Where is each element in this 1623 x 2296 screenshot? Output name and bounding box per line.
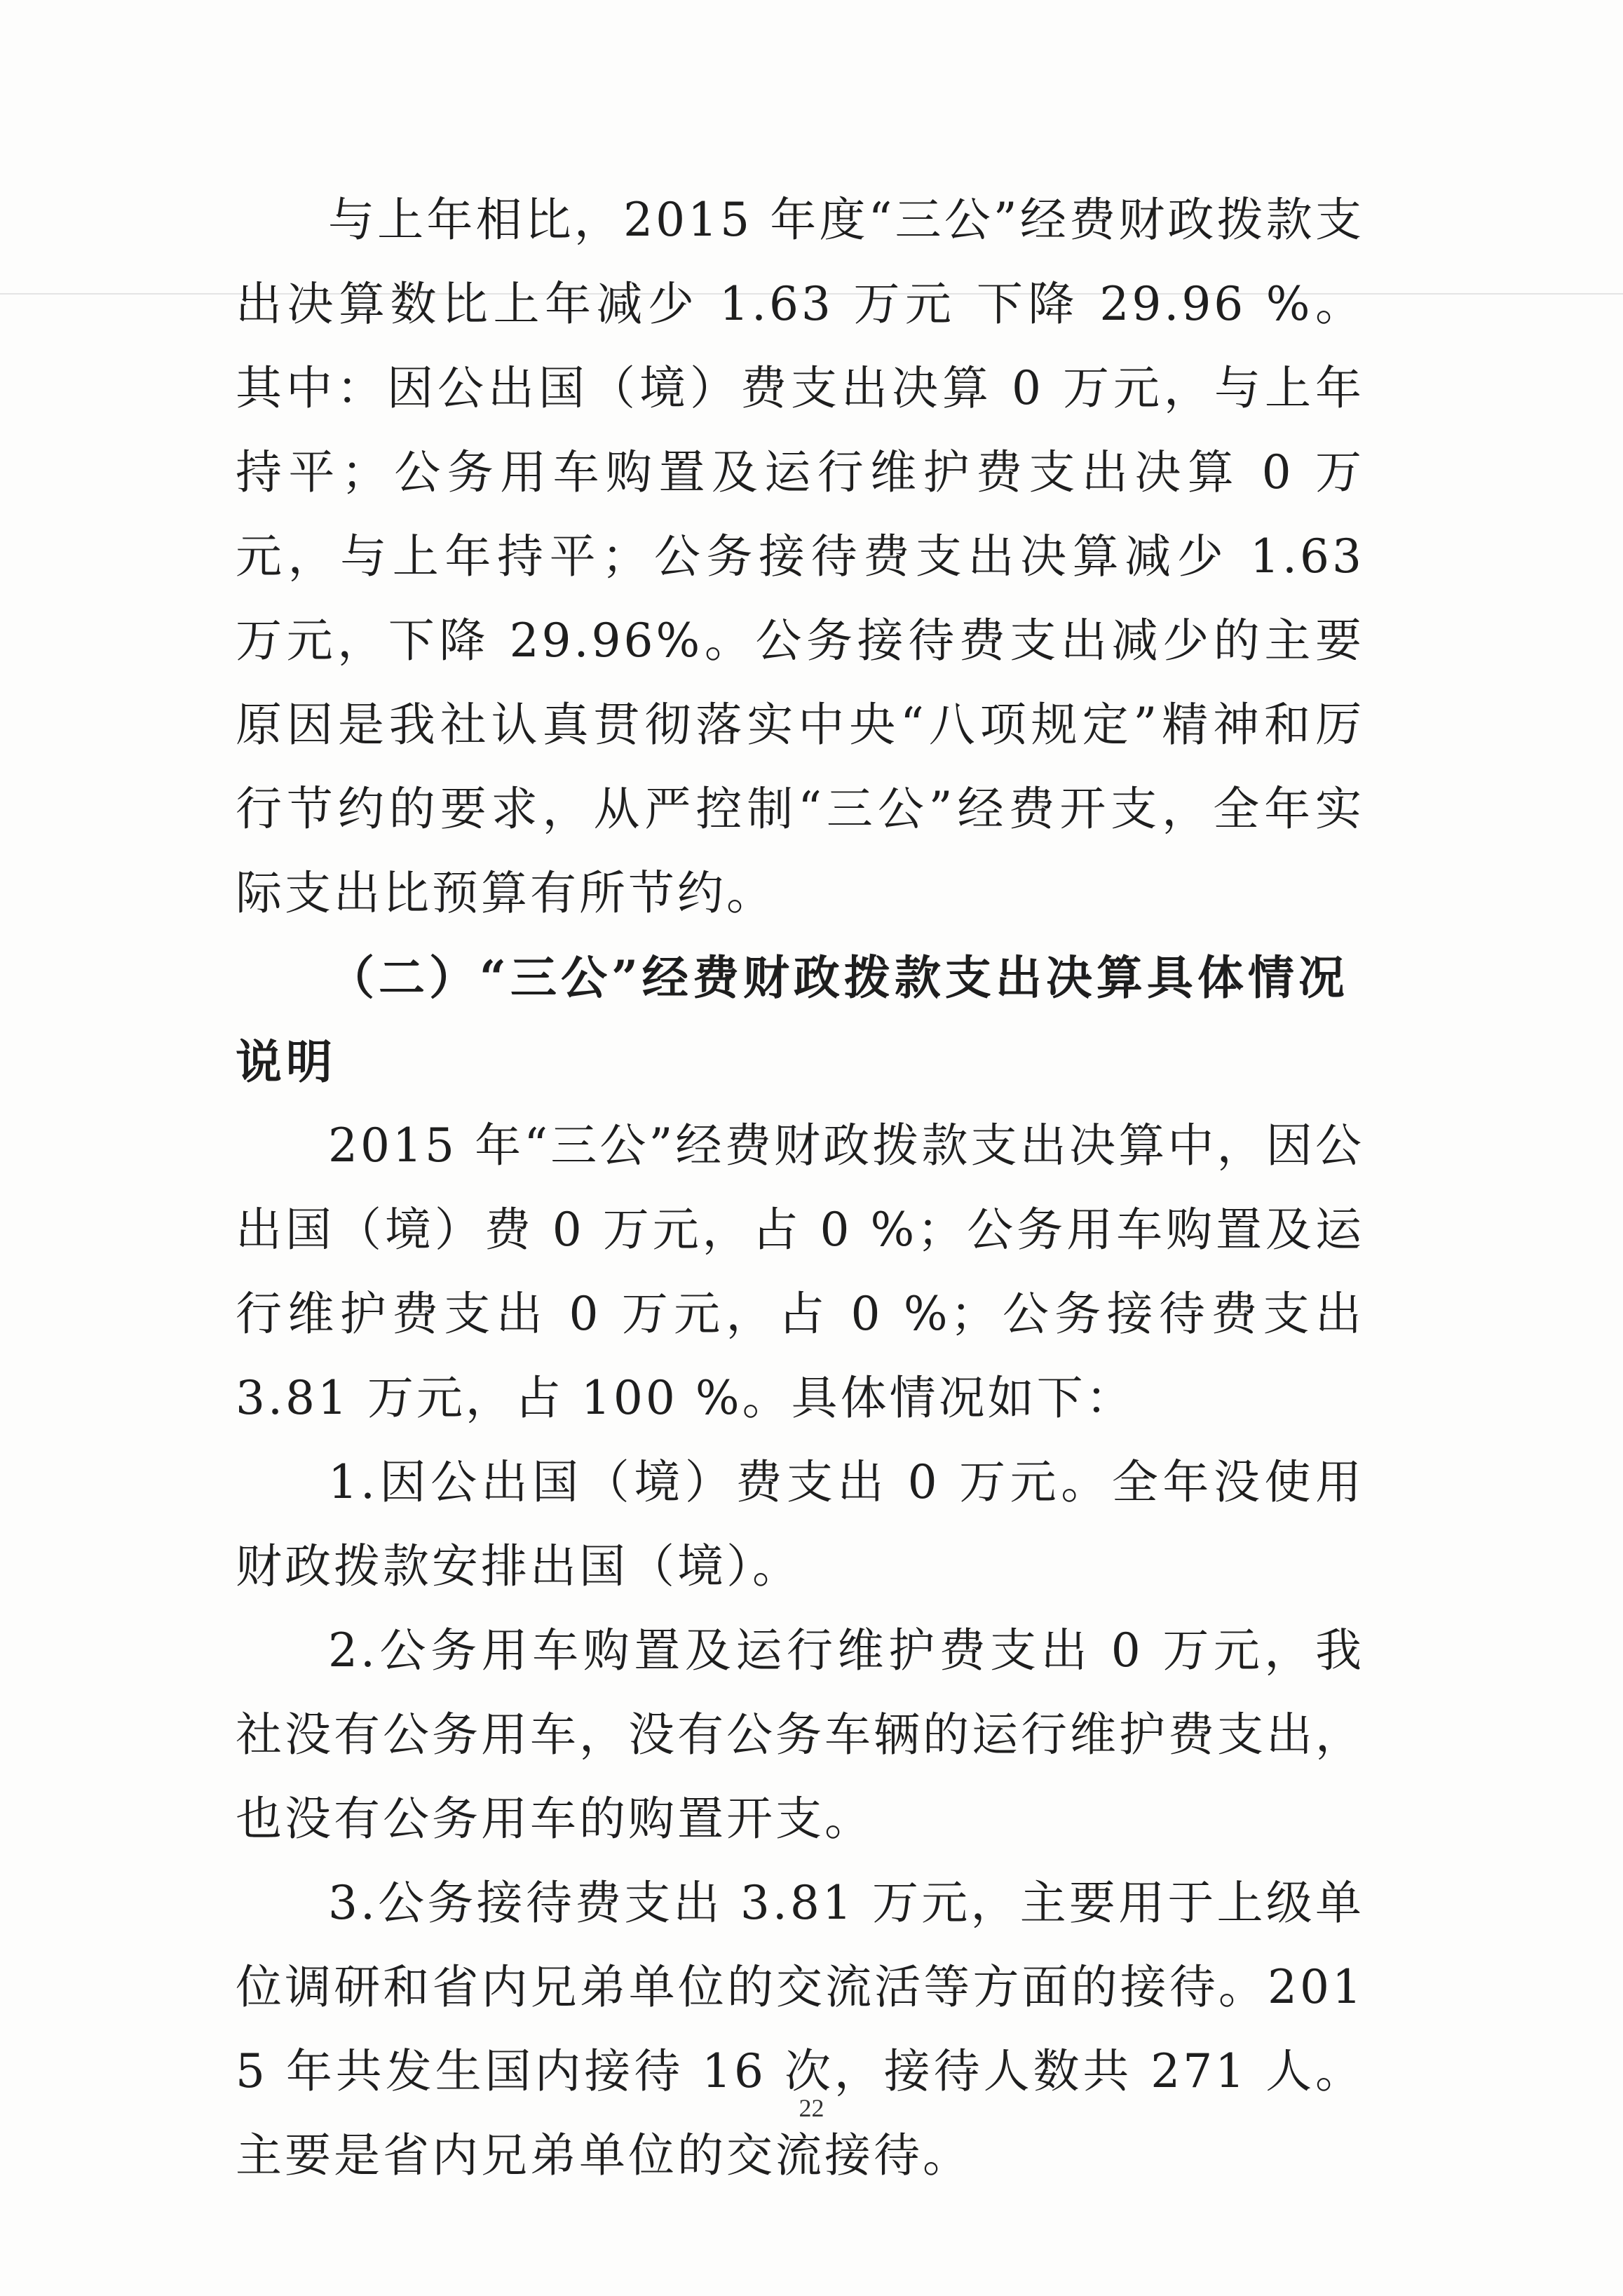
paragraph-item-3: 3.公务接待费支出 3.81 万元，主要用于上级单位调研和省内兄弟单位的交流活等方面的接待。2015 年共发生国内接待 16 次，接待人数共 271 人。主要是省内兄弟单位的交流接待。	[236, 1876, 1364, 2182]
paragraph-item-2: 2.公务用车购置及运行维护费支出 0 万元，我社没有公务用车，没有公务车辆的运行维护费支出，也没有公务用车的购置开支。	[236, 1623, 1364, 1846]
section-heading: （二）“三公”经费财政拨款支出决算具体情况说明	[236, 950, 1349, 1089]
paragraph-overview: 2015 年“三公”经费财政拨款支出决算中，因公出国（境）费 0 万元，占 0 %；公务用车购置及运行维护费支出 0 万元，占 0 %；公务接待费支出 3.81 万元，占 100 %。具体情况如下：	[236, 1119, 1364, 1425]
paragraph-item-1: 1.因公出国（境）费支出 0 万元。全年没使用财政拨款安排出国（境）。	[236, 1455, 1364, 1593]
page-number: 22	[799, 2094, 824, 2122]
document-body	[236, 178, 1364, 2198]
paragraph-comparison: 与上年相比，2015 年度“三公”经费财政拨款支出决算数比上年减少 1.63 万元 下降 29.96 %。其中：因公出国（境）费支出决算 0 万元，与上年持平；公务用车购置及运行维护费支出决算 0 万元，与上年持平；公务接待费支出决算减少 1.63 万元，下降 29.96%。公务接待费支出减少的主要原因是我社认真贯彻落实中央“八项规定”精神和厉行节约的要求，从严控制“三公”经费开支，全年实际支出比预算有所节约。	[236, 193, 1364, 920]
